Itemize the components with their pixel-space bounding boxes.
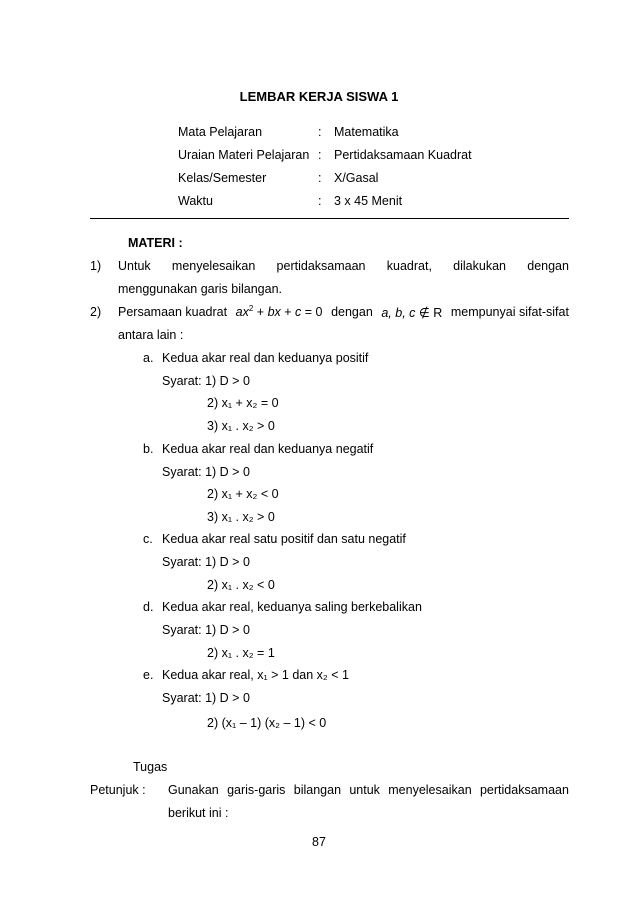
meta-value-subject: Matematika (334, 125, 399, 139)
subitem-e-cond-2: 2) (x₁ – 1) (x₂ – 1) < 0 (207, 716, 327, 730)
item-2-number: 2) (90, 305, 102, 319)
petunjuk-label: Petunjuk : (90, 783, 146, 797)
subitem-a-text: Kedua akar real dan keduanya positif (162, 351, 369, 365)
subitem-d-syarat: Syarat: 1) D > 0 (162, 623, 250, 637)
word: untuk (349, 783, 380, 797)
coefficients: a, b, c ∉ R (381, 306, 443, 320)
subitem-e-letter: e. (143, 668, 154, 682)
word: pertidaksamaan (479, 783, 569, 797)
subitem-c-cond-2: 2) x₁ . x₂ < 0 (207, 578, 275, 592)
petunjuk-line-1 (168, 783, 569, 797)
meta-label-material: Uraian Materi Pelajaran (178, 148, 310, 162)
subitem-b-letter: b. (143, 442, 154, 456)
materi-heading: MATERI : (128, 236, 183, 250)
tugas-heading: Tugas (133, 760, 168, 774)
subitem-d-text: Kedua akar real, keduanya saling berkebalikan (162, 600, 422, 614)
meta-value-material: Pertidaksamaan Kuadrat (334, 148, 472, 162)
word: Untuk (118, 259, 151, 273)
item-1-number: 1) (90, 259, 102, 273)
meta-label-subject: Mata Pelajaran (178, 125, 263, 139)
word: dengan (331, 305, 373, 319)
subitem-b-syarat: Syarat: 1) D > 0 (162, 465, 250, 479)
subitem-e-syarat: Syarat: 1) D > 0 (162, 691, 250, 705)
subitem-b-text: Kedua akar real dan keduanya negatif (162, 442, 374, 456)
word: garis-garis (227, 783, 286, 797)
word: kuadrat, (386, 259, 432, 273)
subitem-d-cond-2: 2) x₁ . x₂ = 1 (207, 646, 275, 660)
page-title: LEMBAR KERJA SISWA 1 (239, 89, 399, 104)
subitem-b-cond-2: 2) x₁ + x₂ < 0 (207, 487, 279, 501)
subitem-c-text: Kedua akar real satu positif dan satu negatif (162, 532, 406, 546)
meta-colon: : (318, 148, 322, 162)
equation: $ax^2$ + bx + c = 0 (235, 303, 323, 319)
header-divider (90, 218, 569, 219)
meta-label-time: Waktu (178, 194, 213, 208)
word: Gunakan (168, 783, 219, 797)
subitem-a-syarat: Syarat: 1) D > 0 (162, 374, 250, 388)
meta-label-class: Kelas/Semester (178, 171, 267, 185)
meta-value-time: 3 x 45 Menit (334, 194, 403, 208)
meta-colon: : (318, 194, 322, 208)
item-1-line-1 (118, 259, 569, 273)
word: pertidaksamaan (276, 259, 366, 273)
subitem-a-letter: a. (143, 351, 154, 365)
meta-colon: : (318, 171, 322, 185)
meta-value-class: X/Gasal (334, 171, 379, 185)
word: menyelesaikan (388, 783, 472, 797)
subitem-b-cond-3: 3) x₁ . x₂ > 0 (207, 510, 275, 524)
page-number: 87 (312, 835, 326, 849)
item-1-line-2: menggunakan garis bilangan. (118, 282, 283, 296)
item-2-lead: Persamaan kuadrat (118, 305, 228, 319)
petunjuk-line-2: berikut ini : (168, 806, 229, 820)
word: menyelesaikan (171, 259, 256, 273)
meta-colon: : (318, 125, 322, 139)
word: dengan (527, 259, 569, 273)
subitem-a-cond-3: 3) x₁ . x₂ > 0 (207, 419, 275, 433)
word: bilangan (293, 783, 342, 797)
item-2-line-2: antara lain : (118, 328, 184, 342)
item-2-line-1 (118, 305, 569, 320)
subitem-c-letter: c. (143, 532, 153, 546)
word: dilakukan (453, 259, 506, 273)
subitem-d-letter: d. (143, 600, 154, 614)
item-2-tail: mempunyai sifat-sifat (450, 305, 569, 319)
subitem-a-cond-2: 2) x₁ + x₂ = 0 (207, 396, 279, 410)
subitem-c-syarat: Syarat: 1) D > 0 (162, 555, 250, 569)
subitem-e-text: Kedua akar real, x₁ > 1 dan x₂ < 1 (162, 668, 349, 682)
